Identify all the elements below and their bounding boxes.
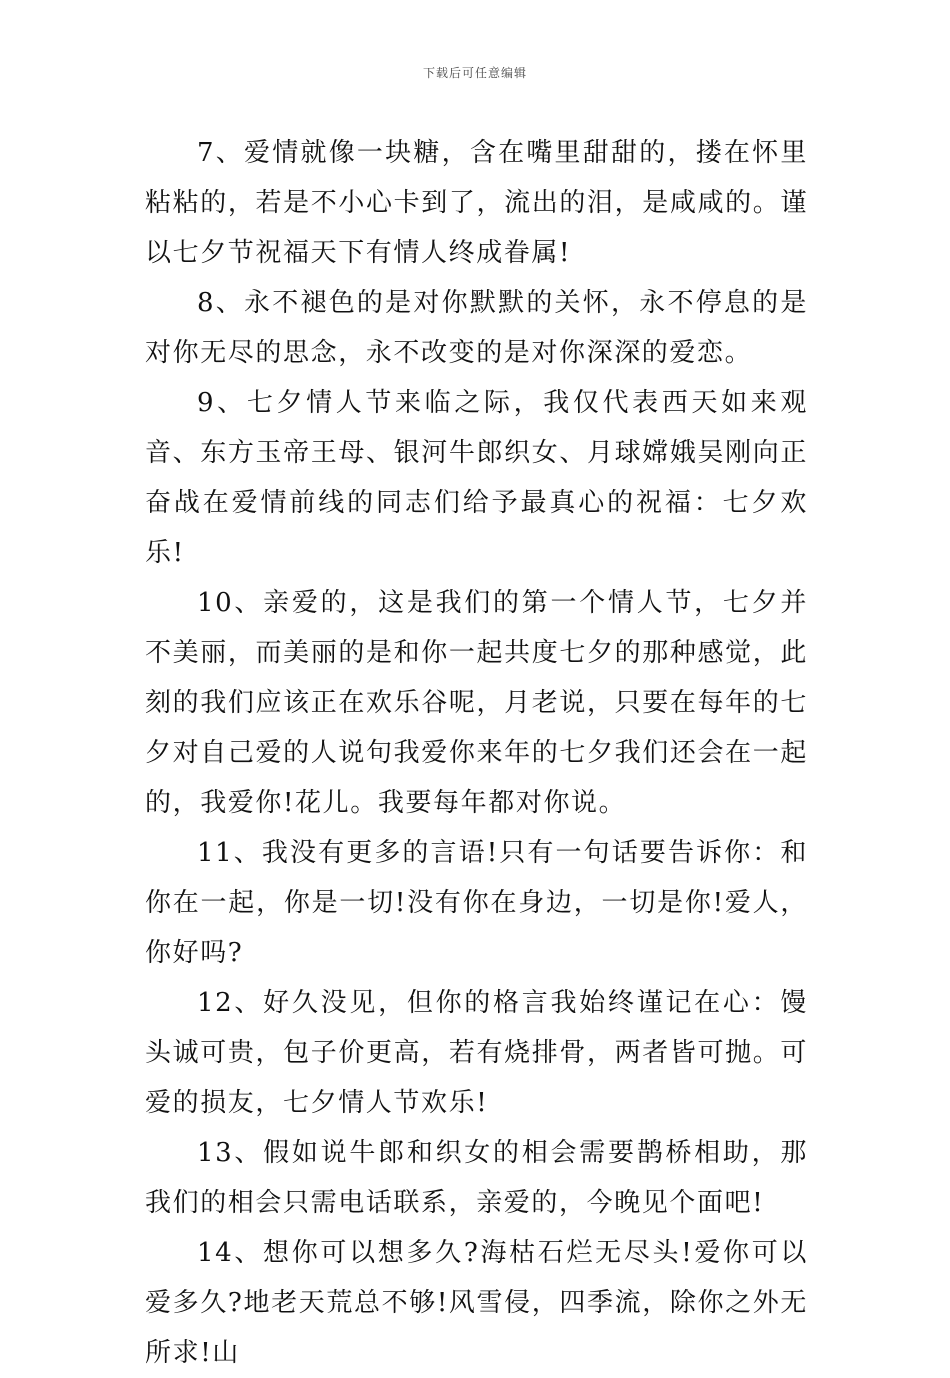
paragraph-10: 10、亲爱的，这是我们的第一个情人节，七夕并不美丽，而美丽的是和你一起共度七夕的那种感觉，此刻的我们应该正在欢乐谷呢，月老说，只要在每年的七夕对自己爱的人说句我爱你来年的七夕我们还会在一起的，我爱你!花儿。我要每年都对你说。 xyxy=(145,588,808,818)
paragraph-13: 13、假如说牛郎和织女的相会需要鹊桥相助，那我们的相会只需电话联系，亲爱的，今晚见个面吧! xyxy=(145,1138,808,1218)
paragraph-14: 14、想你可以想多久?海枯石烂无尽头!爱你可以爱多久?地老天荒总不够!风雪侵，四季流，除你之外无所求!山 xyxy=(145,1238,808,1368)
document-body xyxy=(145,128,808,1378)
paragraph-8: 8、永不褪色的是对你默默的关怀，永不停息的是对你无尽的思念，永不改变的是对你深深的爱恋。 xyxy=(145,288,808,368)
paragraph-11: 11、我没有更多的言语!只有一句话要告诉你：和你在一起，你是一切!没有你在身边，一切是你!爱人，你好吗? xyxy=(145,838,808,968)
paragraph-7: 7、爱情就像一块糖，含在嘴里甜甜的，搂在怀里粘粘的，若是不小心卡到了，流出的泪，是咸咸的。谨以七夕节祝福天下有情人终成眷属! xyxy=(145,138,808,268)
paragraph-12: 12、好久没见，但你的格言我始终谨记在心：馒头诚可贵，包子价更高，若有烧排骨，两者皆可抛。可爱的损友，七夕情人节欢乐! xyxy=(145,988,808,1118)
paragraph-9: 9、七夕情人节来临之际，我仅代表西天如来观音、东方玉帝王母、银河牛郎织女、月球嫦娥吴刚向正奋战在爱情前线的同志们给予最真心的祝福：七夕欢乐! xyxy=(145,388,808,568)
page-header: 下载后可任意编辑 xyxy=(422,66,527,80)
